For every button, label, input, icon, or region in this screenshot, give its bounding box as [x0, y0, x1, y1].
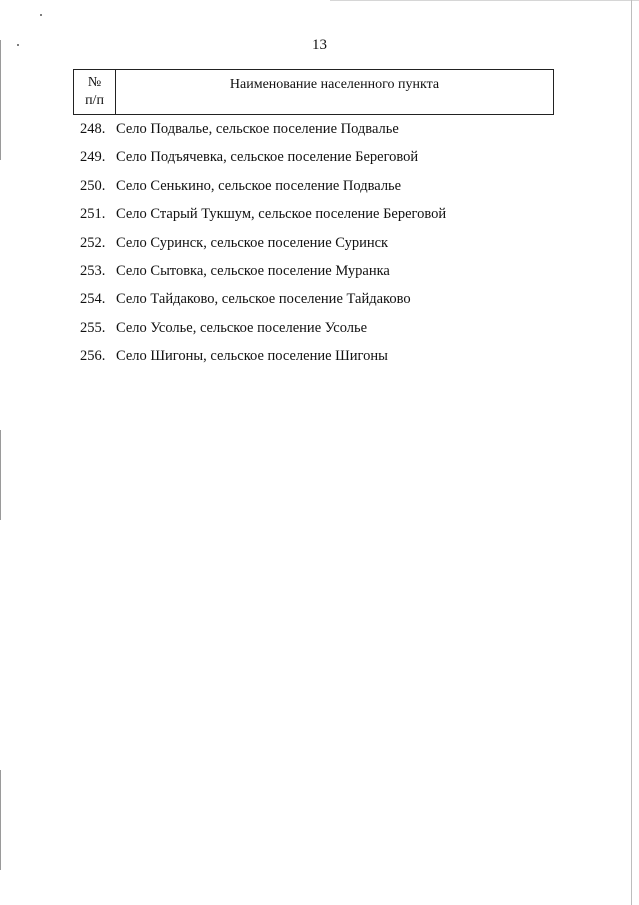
list-item: [80, 206, 446, 234]
scan-left-mark: [0, 430, 1, 520]
item-text: Село Шигоны, сельское поселение Шигоны: [116, 348, 388, 365]
item-number: 252.: [80, 234, 106, 251]
list-item: [80, 149, 446, 177]
list-item: [80, 178, 446, 206]
item-number: 248.: [80, 121, 106, 137]
list-item: [80, 121, 446, 149]
scan-top-edge: [330, 0, 639, 1]
page-number: 13: [312, 37, 327, 53]
list-item: [80, 291, 446, 319]
list-item: [80, 235, 446, 263]
list-item: [80, 348, 446, 376]
item-number: 255.: [80, 319, 106, 336]
name-column-header: Наименование населенного пункта: [229, 77, 440, 92]
item-text: Село Сенькино, сельское поселение Подвалье: [116, 177, 402, 194]
item-text: Село Суринск, сельское поселение Суринск: [116, 234, 389, 251]
scan-left-mark: [0, 40, 1, 160]
item-text: Село Подъячевка, сельское поселение Береговой: [116, 149, 419, 166]
item-number: 249.: [80, 149, 106, 166]
item-text: Село Старый Тукшум, сельское поселение Береговой: [116, 206, 447, 223]
number-column-header: [74, 70, 116, 114]
settlement-list: [80, 121, 446, 377]
item-text: Село Сытовка, сельское поселение Муранка: [116, 262, 390, 279]
item-number: 256.: [80, 348, 106, 365]
table-header: [73, 69, 554, 115]
item-text: Село Подвалье, сельское поселение Подвалье: [116, 121, 399, 137]
item-text: Село Тайдаково, сельское поселение Тайдаково: [116, 291, 411, 308]
list-item: [80, 320, 446, 348]
item-number: 253.: [80, 262, 106, 279]
scan-right-edge: [631, 0, 632, 905]
item-text: Село Усолье, сельское поселение Усолье: [116, 319, 368, 336]
list-item: [80, 263, 446, 291]
scan-left-mark: [0, 770, 1, 870]
item-number: 251.: [80, 206, 106, 223]
item-number: 254.: [80, 291, 106, 308]
number-abbrev: п/п: [85, 93, 104, 108]
item-number: 250.: [80, 177, 106, 194]
scan-speck: [40, 14, 42, 16]
number-sign: №: [87, 75, 102, 90]
